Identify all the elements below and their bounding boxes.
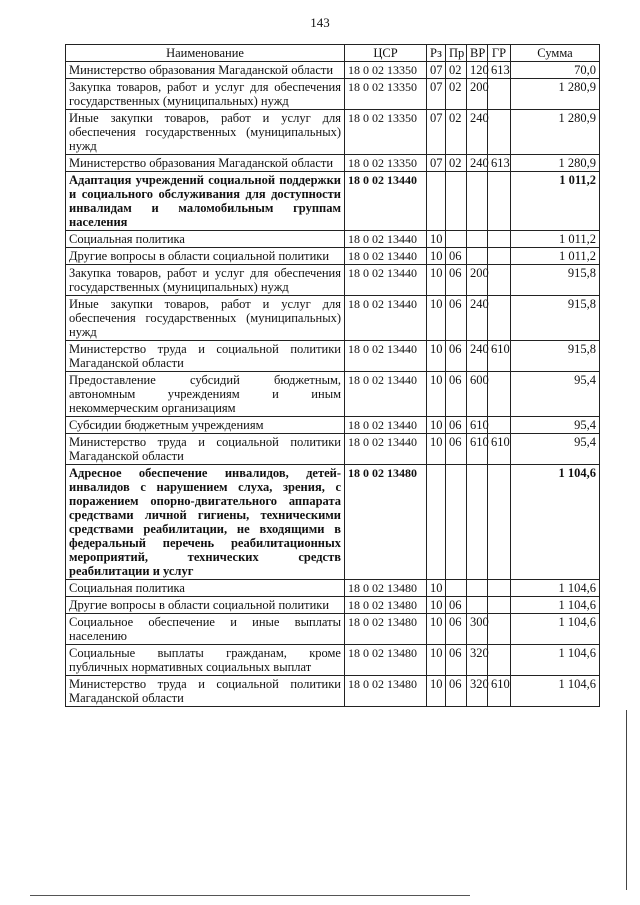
cell-csr: 18 0 02 13440 <box>345 341 427 372</box>
cell-rz: 10 <box>427 580 446 597</box>
cell-name: Социальные выплаты гражданам, кроме публичных нормативных социальных выплат <box>66 645 345 676</box>
cell-gr <box>488 645 511 676</box>
cell-csr: 18 0 02 13480 <box>345 614 427 645</box>
cell-rz: 10 <box>427 676 446 707</box>
cell-pr <box>446 172 467 231</box>
cell-rz <box>427 172 446 231</box>
cell-sum: 1 104,6 <box>511 676 600 707</box>
cell-csr: 18 0 02 13350 <box>345 155 427 172</box>
cell-gr <box>488 248 511 265</box>
cell-pr <box>446 580 467 597</box>
cell-gr <box>488 296 511 341</box>
cell-name: Министерство труда и социальной политики Магаданской области <box>66 434 345 465</box>
table-row <box>66 296 600 341</box>
cell-name: Социальное обеспечение и иные выплаты населению <box>66 614 345 645</box>
cell-rz: 07 <box>427 79 446 110</box>
cell-name: Другие вопросы в области социальной политики <box>66 597 345 614</box>
cell-pr: 06 <box>446 597 467 614</box>
cell-gr <box>488 372 511 417</box>
cell-name: Предоставление субсидий бюджетным, автономным учреждениям и иным некоммерческим организациям <box>66 372 345 417</box>
cell-name: Другие вопросы в области социальной политики <box>66 248 345 265</box>
cell-gr: 610 <box>488 434 511 465</box>
table-row <box>66 62 600 79</box>
cell-vr <box>467 597 488 614</box>
cell-rz: 10 <box>427 296 446 341</box>
cell-csr: 18 0 02 13480 <box>345 645 427 676</box>
cell-sum: 915,8 <box>511 296 600 341</box>
cell-sum: 1 280,9 <box>511 110 600 155</box>
cell-csr: 18 0 02 13440 <box>345 248 427 265</box>
table-row <box>66 341 600 372</box>
table-row <box>66 155 600 172</box>
cell-vr: 240 <box>467 341 488 372</box>
cell-pr: 02 <box>446 155 467 172</box>
cell-rz: 10 <box>427 265 446 296</box>
table-row <box>66 372 600 417</box>
cell-vr: 320 <box>467 676 488 707</box>
table-row <box>66 434 600 465</box>
header-name: Наименование <box>66 45 345 62</box>
cell-sum: 1 104,6 <box>511 597 600 614</box>
cell-vr <box>467 172 488 231</box>
table-row <box>66 79 600 110</box>
cell-vr <box>467 465 488 580</box>
cell-csr: 18 0 02 13440 <box>345 172 427 231</box>
cell-sum: 1 011,2 <box>511 231 600 248</box>
cell-name: Социальная политика <box>66 231 345 248</box>
table-row <box>66 597 600 614</box>
header-sum: Сумма <box>511 45 600 62</box>
cell-name: Министерство труда и социальной политики Магаданской области <box>66 341 345 372</box>
cell-pr <box>446 465 467 580</box>
table-row <box>66 231 600 248</box>
cell-csr: 18 0 02 13480 <box>345 676 427 707</box>
cell-sum: 1 280,9 <box>511 155 600 172</box>
cell-rz: 10 <box>427 341 446 372</box>
cell-sum: 1 104,6 <box>511 645 600 676</box>
table-row <box>66 580 600 597</box>
cell-pr: 06 <box>446 265 467 296</box>
table-row <box>66 614 600 645</box>
cell-vr: 240 <box>467 296 488 341</box>
cell-csr: 18 0 02 13440 <box>345 296 427 341</box>
cell-gr: 613 <box>488 62 511 79</box>
cell-rz: 10 <box>427 645 446 676</box>
cell-pr: 06 <box>446 434 467 465</box>
cell-pr: 02 <box>446 62 467 79</box>
page-number: 143 <box>310 15 330 30</box>
cell-pr <box>446 231 467 248</box>
cell-sum: 1 011,2 <box>511 172 600 231</box>
cell-sum: 1 104,6 <box>511 614 600 645</box>
cell-sum: 1 011,2 <box>511 248 600 265</box>
cell-csr: 18 0 02 13440 <box>345 372 427 417</box>
cell-vr: 610 <box>467 434 488 465</box>
cell-sum: 1 104,6 <box>511 580 600 597</box>
cell-pr: 06 <box>446 341 467 372</box>
cell-name: Министерство образования Магаданской области <box>66 62 345 79</box>
cell-pr: 06 <box>446 676 467 707</box>
cell-rz: 07 <box>427 110 446 155</box>
cell-vr: 120 <box>467 62 488 79</box>
cell-csr: 18 0 02 13440 <box>345 417 427 434</box>
cell-name: Иные закупки товаров, работ и услуг для обеспечения государственных (муниципальных) нужд <box>66 110 345 155</box>
cell-vr <box>467 231 488 248</box>
footer-line <box>30 895 470 896</box>
cell-name: Иные закупки товаров, работ и услуг для обеспечения государственных (муниципальных) нужд <box>66 296 345 341</box>
cell-name: Адресное обеспечение инвалидов, детей-инвалидов с нарушением слуха, зрения, с поражением опорно-двигательного аппарата средствами личной гигиены, техническими средствами реабилитации, не входящими в федеральный перечень реабилитационных мероприятий, технических средств реабилитации и услуг <box>66 465 345 580</box>
cell-sum: 95,4 <box>511 417 600 434</box>
cell-csr: 18 0 02 13440 <box>345 434 427 465</box>
table-row <box>66 645 600 676</box>
cell-pr: 06 <box>446 372 467 417</box>
cell-rz: 10 <box>427 372 446 417</box>
cell-gr: 610 <box>488 676 511 707</box>
cell-vr: 610 <box>467 417 488 434</box>
cell-sum: 915,8 <box>511 265 600 296</box>
cell-gr <box>488 172 511 231</box>
cell-gr <box>488 110 511 155</box>
header-csr: ЦСР <box>345 45 427 62</box>
cell-sum: 1 280,9 <box>511 79 600 110</box>
table-header-row <box>66 45 600 62</box>
cell-name: Адаптация учреждений социальной поддержки и социального обслуживания для доступности инвалидам и маломобильным группам населения <box>66 172 345 231</box>
cell-vr <box>467 248 488 265</box>
cell-csr: 18 0 02 13480 <box>345 580 427 597</box>
cell-pr: 06 <box>446 645 467 676</box>
cell-sum: 95,4 <box>511 372 600 417</box>
table-row <box>66 172 600 231</box>
margin-line <box>626 710 627 890</box>
cell-vr: 320 <box>467 645 488 676</box>
cell-name: Социальная политика <box>66 580 345 597</box>
cell-gr: 613 <box>488 155 511 172</box>
cell-pr: 06 <box>446 296 467 341</box>
table-row <box>66 417 600 434</box>
table-row <box>66 248 600 265</box>
cell-gr: 610 <box>488 341 511 372</box>
cell-gr <box>488 79 511 110</box>
table-row <box>66 676 600 707</box>
cell-vr: 240 <box>467 155 488 172</box>
cell-gr <box>488 265 511 296</box>
cell-csr: 18 0 02 13350 <box>345 62 427 79</box>
cell-sum: 70,0 <box>511 62 600 79</box>
cell-sum: 1 104,6 <box>511 465 600 580</box>
cell-name: Закупка товаров, работ и услуг для обеспечения государственных (муниципальных) нужд <box>66 265 345 296</box>
cell-name: Министерство труда и социальной политики Магаданской области <box>66 676 345 707</box>
cell-gr <box>488 231 511 248</box>
cell-pr: 06 <box>446 417 467 434</box>
cell-rz: 10 <box>427 434 446 465</box>
cell-vr <box>467 580 488 597</box>
cell-rz: 07 <box>427 62 446 79</box>
cell-gr <box>488 614 511 645</box>
cell-csr: 18 0 02 13350 <box>345 110 427 155</box>
cell-name: Министерство образования Магаданской области <box>66 155 345 172</box>
cell-name: Субсидии бюджетным учреждениям <box>66 417 345 434</box>
header-pr: Пр <box>446 45 467 62</box>
table-row <box>66 265 600 296</box>
cell-sum: 95,4 <box>511 434 600 465</box>
cell-rz: 07 <box>427 155 446 172</box>
budget-table <box>65 44 600 707</box>
cell-csr: 18 0 02 13480 <box>345 465 427 580</box>
table-body <box>66 62 600 707</box>
cell-name: Закупка товаров, работ и услуг для обеспечения государственных (муниципальных) нужд <box>66 79 345 110</box>
cell-gr <box>488 580 511 597</box>
cell-sum: 915,8 <box>511 341 600 372</box>
cell-vr: 200 <box>467 265 488 296</box>
cell-gr <box>488 417 511 434</box>
cell-vr: 600 <box>467 372 488 417</box>
table-row <box>66 465 600 580</box>
cell-csr: 18 0 02 13350 <box>345 79 427 110</box>
cell-rz: 10 <box>427 248 446 265</box>
cell-pr: 02 <box>446 110 467 155</box>
cell-csr: 18 0 02 13480 <box>345 597 427 614</box>
cell-rz: 10 <box>427 231 446 248</box>
cell-vr: 200 <box>467 79 488 110</box>
cell-rz: 10 <box>427 417 446 434</box>
cell-rz: 10 <box>427 614 446 645</box>
header-rz: Рз <box>427 45 446 62</box>
cell-gr <box>488 465 511 580</box>
cell-gr <box>488 597 511 614</box>
cell-pr: 02 <box>446 79 467 110</box>
cell-vr: 300 <box>467 614 488 645</box>
cell-csr: 18 0 02 13440 <box>345 231 427 248</box>
cell-rz <box>427 465 446 580</box>
cell-csr: 18 0 02 13440 <box>345 265 427 296</box>
cell-pr: 06 <box>446 248 467 265</box>
header-gr: ГР <box>488 45 511 62</box>
header-vr: ВР <box>467 45 488 62</box>
cell-rz: 10 <box>427 597 446 614</box>
cell-pr: 06 <box>446 614 467 645</box>
cell-vr: 240 <box>467 110 488 155</box>
table-row <box>66 110 600 155</box>
